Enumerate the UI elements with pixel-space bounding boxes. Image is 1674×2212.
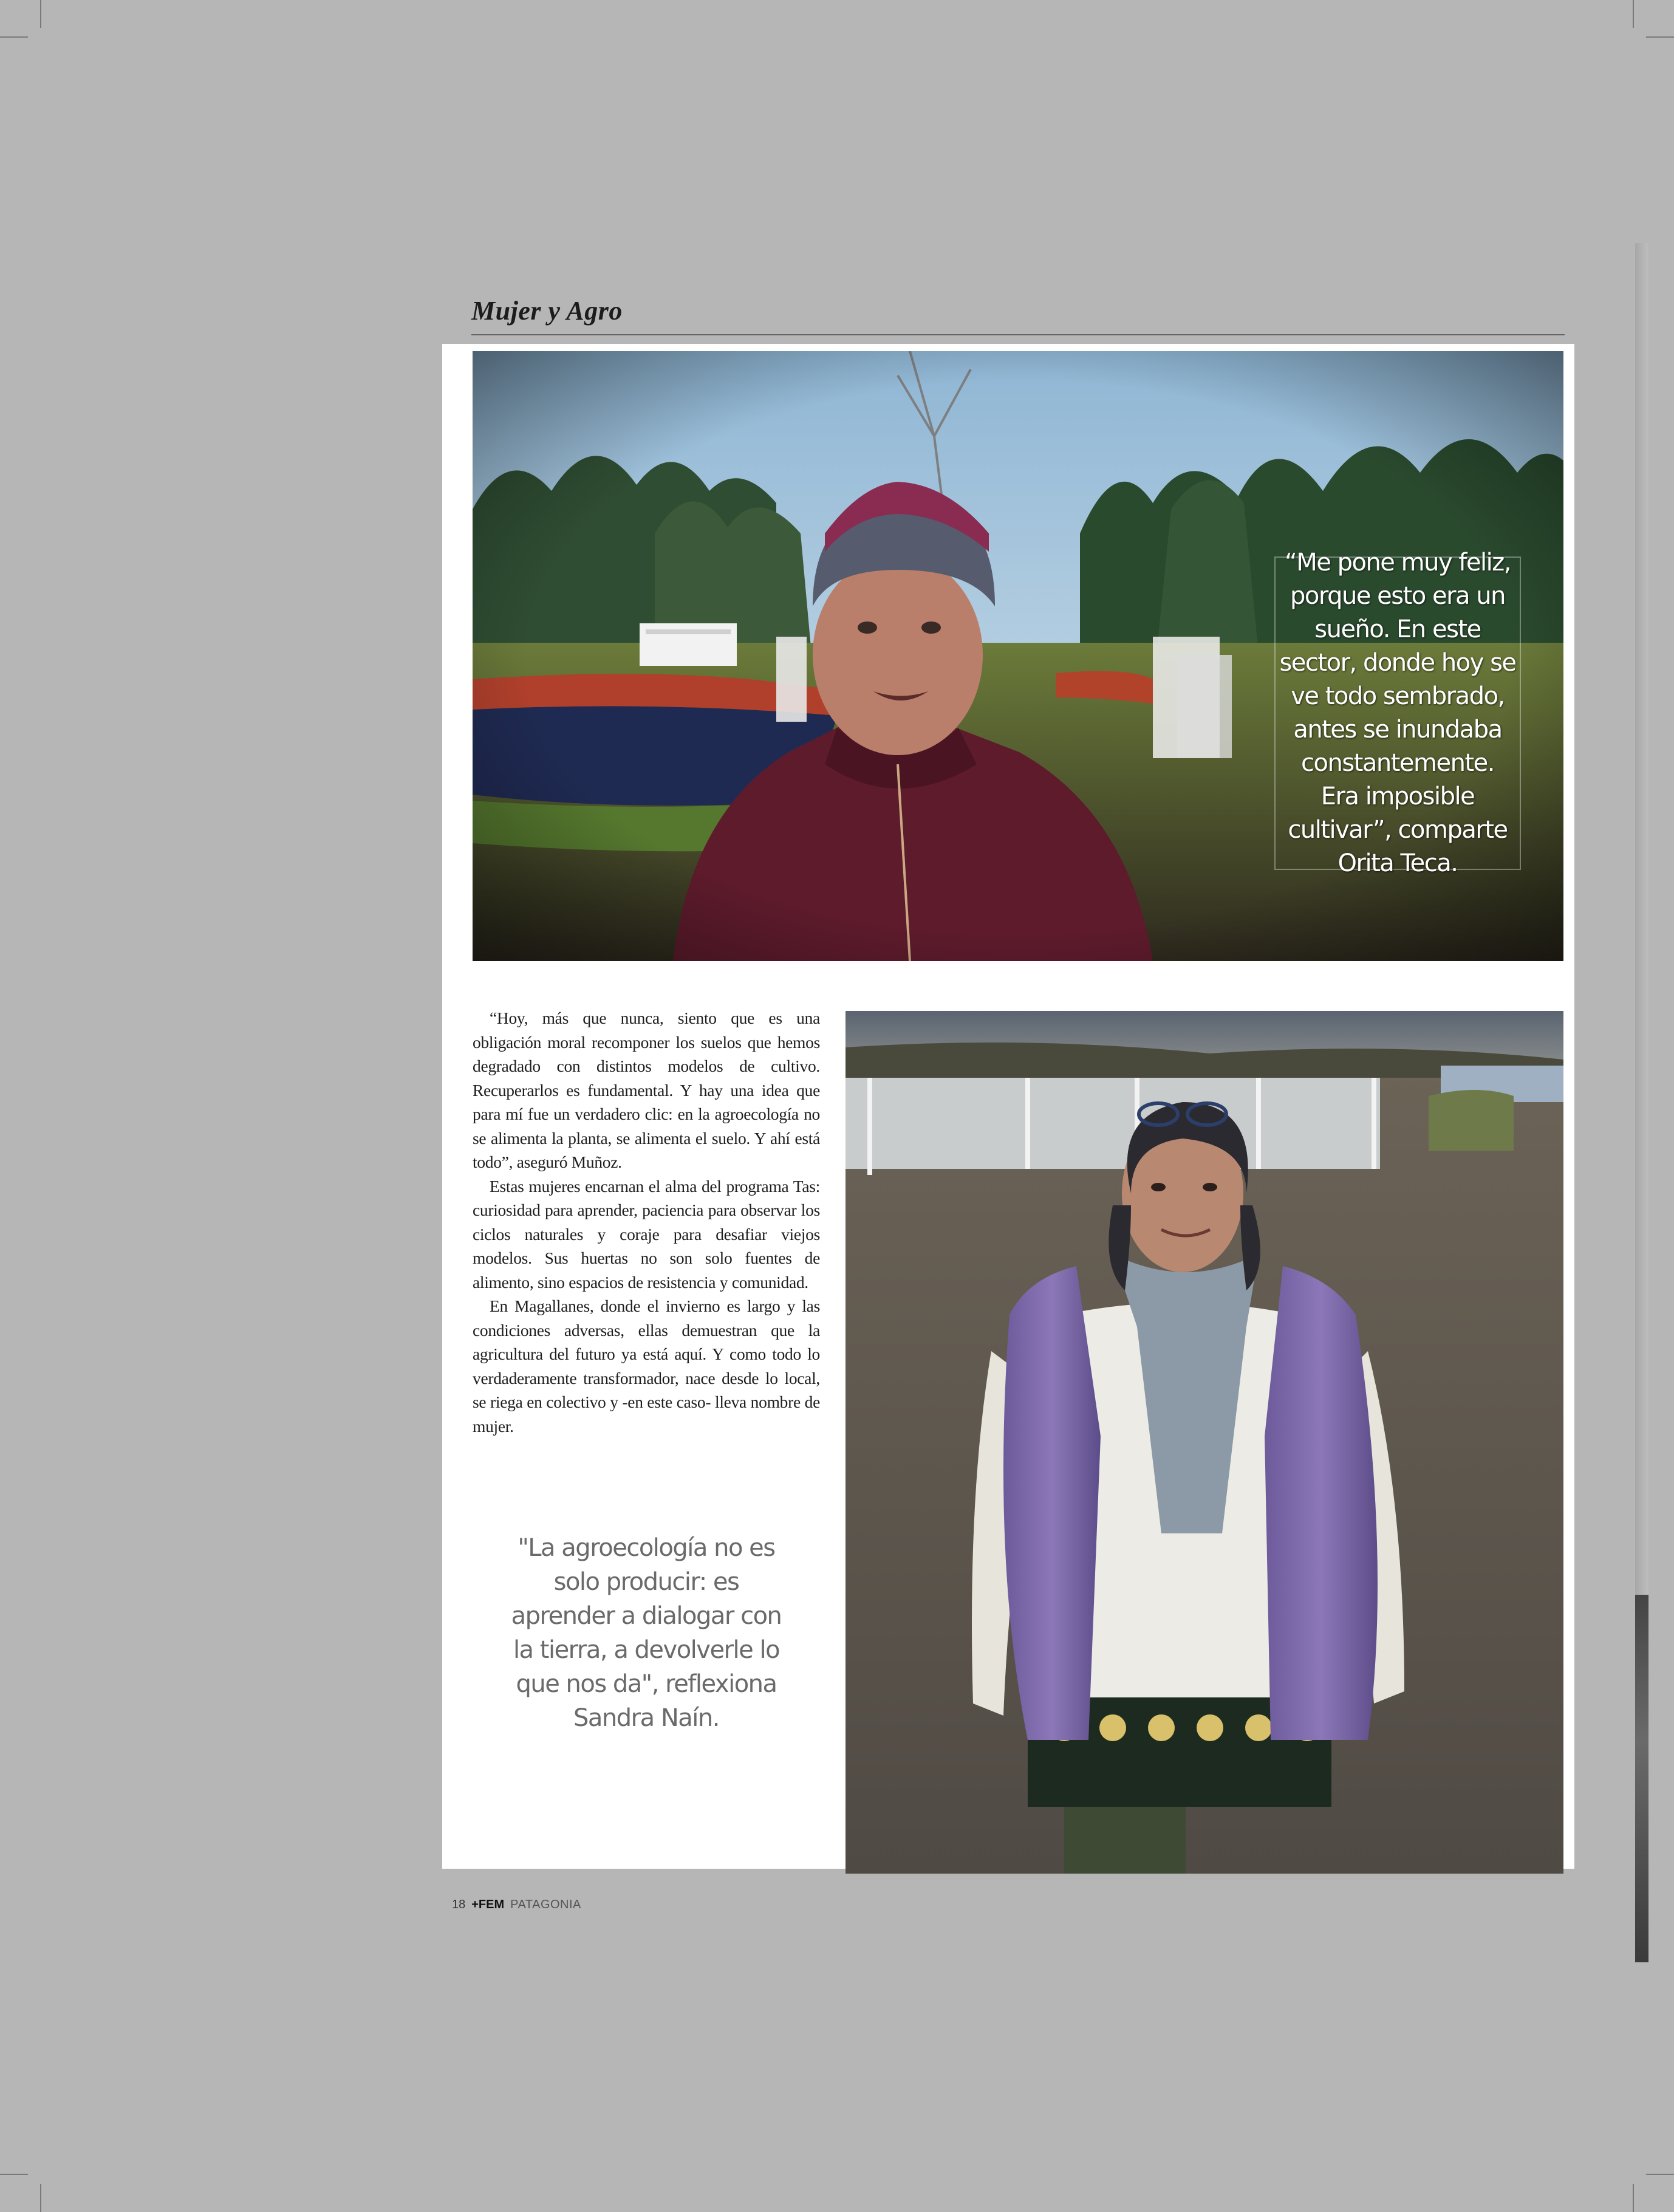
crop-mark — [0, 2174, 28, 2175]
photo-field-scene — [846, 1011, 1563, 1874]
photo-caption-box — [1274, 549, 1521, 877]
footer-publication: PATAGONIA — [510, 1898, 581, 1911]
section-rule — [471, 334, 1565, 335]
crop-mark — [1646, 36, 1674, 38]
article-paragraph: Estas mujeres encarnan el alma del programa Tas: curiosidad para aprender, paciencia para observar los ciclos naturales y coraje para desafiar viejos modelos. Sus huertas no son solo fuentes de alimento, sino espacios de resistencia y comunidad. — [473, 1176, 820, 1292]
photo-caption: “Me pone muy feliz, porque esto era un sueño. En este sector, donde hoy se ve todo sembrado, antes se inundaba constantemente. Era imposible cultivar”, comparte Orita Teca. — [1279, 549, 1516, 877]
crop-mark — [40, 0, 41, 28]
article-paragraph: En Magallanes, donde el invierno es largo y las condiciones adversas, ellas demuestran que la agricultura del futuro ya está aquí. Y como todo lo verdaderamente transformador, nace desde lo local, se riega en colectivo y -en este caso- lleva nombre de mujer. — [473, 1296, 820, 1436]
crop-mark — [1633, 2184, 1634, 2212]
crop-mark — [1646, 2174, 1674, 2175]
crop-mark — [0, 36, 28, 38]
article-paragraph: “Hoy, más que nunca, siento que es una obligación moral recomponer los suelos que hemos degradado con distintos modelos de cultivo. Recuperarlos es fundamental. Y hay una idea que para mí fue un verdadero clic: en la agroecología no se alimenta la planta, se alimenta el suelo. Y ahí está todo”, aseguró Muñoz. — [473, 1008, 820, 1171]
portrait-photo-orita — [473, 351, 1563, 961]
page-footer — [452, 1898, 581, 1912]
page-edge-strip — [1635, 243, 1648, 1962]
crop-mark — [40, 2184, 41, 2212]
section-title: Mujer y Agro — [471, 296, 623, 326]
crop-mark — [1633, 0, 1634, 28]
footer-brand: +FEM — [471, 1898, 505, 1911]
article-body — [473, 1006, 820, 1438]
pull-quote: "La agroecología no es solo producir: es aprender a dialogar con la tierra, a devolverle lo que nos da", reflexiona Sandra Naín. — [511, 1534, 782, 1732]
page-number: 18 — [452, 1898, 466, 1911]
portrait-photo-sandra — [846, 1011, 1563, 1874]
